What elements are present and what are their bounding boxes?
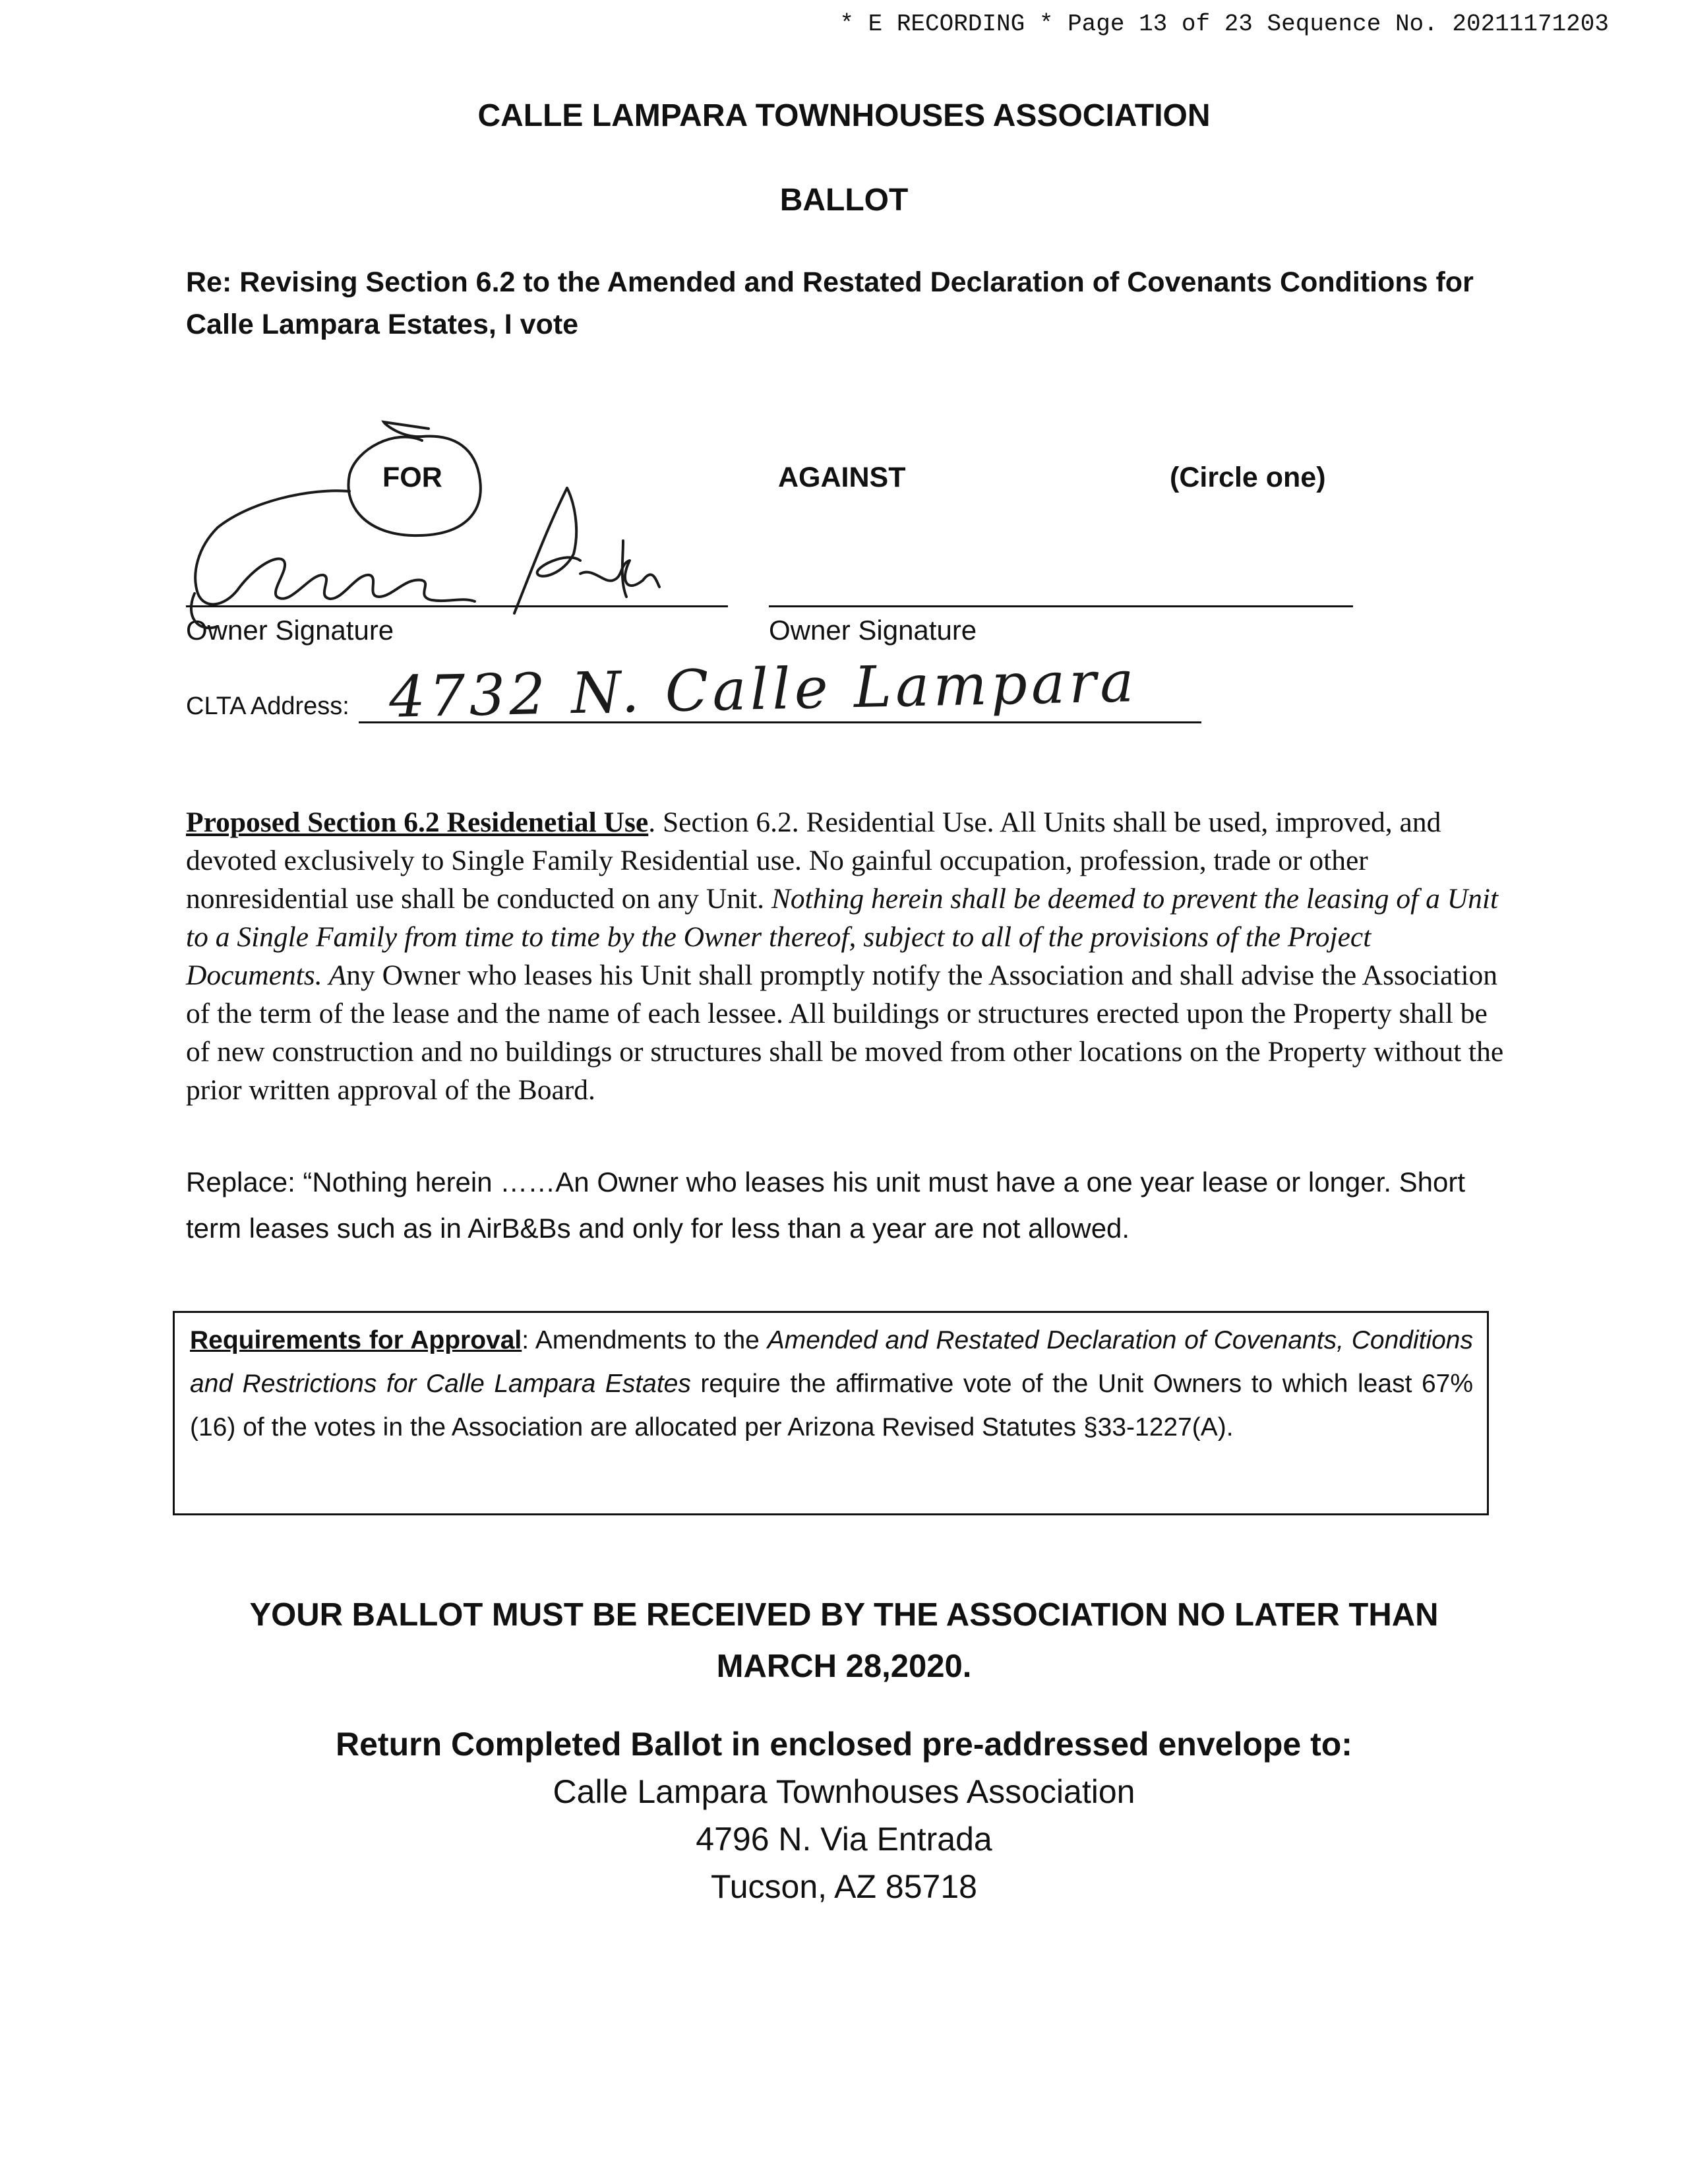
requirements-colon: : Amendments to the (522, 1326, 768, 1354)
handwritten-address: 4732 N. Calle Lampara (388, 649, 1139, 731)
requirements-text (190, 1319, 1473, 1449)
association-title: CALLE LAMPARA TOWNHOUSES ASSOCIATION (477, 98, 1211, 133)
deadline-notice (0, 1589, 1688, 1692)
owner-signature-label-1: Owner Signature (186, 615, 394, 646)
vote-instruction: (Circle one) (1170, 462, 1326, 493)
requirements-heading: Requirements for Approval (190, 1326, 522, 1354)
address-label: CLTA Address: (186, 692, 349, 720)
signature-line-1[interactable] (186, 605, 728, 607)
deadline-line-1: YOUR BALLOT MUST BE RECEIVED BY THE ASSOCIATION NO LATER THAN (249, 1597, 1439, 1633)
deadline-line-2: MARCH 28,2020. (716, 1649, 972, 1684)
proposed-section-text-2: ny Owner who leases his Unit shall promptly notify the Association and shall advise the Association of the term of the lease and the name of each lessee. All buildings or structures erected upon the Property shall be of new construction and no buildings or structures shall be moved from other locations on the Property without the prior written approval of the Board. (186, 959, 1504, 1106)
re-line: Re: Revising Section 6.2 to the Amended and Restated Declaration of Covenants Conditions for Calle Lampara Estates, I vote (186, 266, 1474, 340)
return-city: Tucson, AZ 85718 (711, 1868, 977, 1905)
return-street: 4796 N. Via Entrada (696, 1821, 992, 1858)
replace-text: Replace: “Nothing herein ……An Owner who leases his unit must have a one year lease or longer. Short term leases such as in AirB&Bs and only for less than a year are not allowed. (186, 1167, 1466, 1244)
return-name: Calle Lampara Townhouses Association (553, 1773, 1135, 1810)
proposed-section-heading: Proposed Section 6.2 Residenetial Use (186, 806, 649, 838)
signature-line-2[interactable] (769, 605, 1353, 607)
proposed-section-text-1: . Section 6.2. Residential Use. All Units shall be used, improved, and devoted exclusively to Single Family Residential use. No gainful occupation, profession, trade or other nonresidential use shall be conducted on any Unit. (186, 806, 1441, 915)
owner-signature-label-2: Owner Signature (769, 615, 977, 646)
vote-option-for[interactable]: FOR (382, 462, 442, 493)
requirements-body: require the affirmative vote of the Unit Owners to which least 67% (16) of the votes in the Association are allocated per Arizona Revised Statutes §33-1227(A). (190, 1370, 1473, 1441)
requirements-italic: Amended and Restated Declaration of Covenants, Conditions and Restrictions for Calle Lampara Estates (190, 1326, 1473, 1398)
return-heading: Return Completed Ballot in enclosed pre-addressed envelope to: (336, 1726, 1352, 1763)
ballot-title: BALLOT (779, 183, 909, 218)
recording-header: * E RECORDING * Page 13 of 23 Sequence No. 20211171203 (839, 11, 1609, 38)
vote-option-against[interactable]: AGAINST (778, 462, 906, 493)
proposed-section (186, 803, 1505, 1109)
proposed-section-italic: Nothing herein shall be deemed to prevent the leasing of a Unit to a Single Family from time to time by the Owner thereof, subject to all of the provisions of the Project Documents. A (186, 883, 1499, 991)
